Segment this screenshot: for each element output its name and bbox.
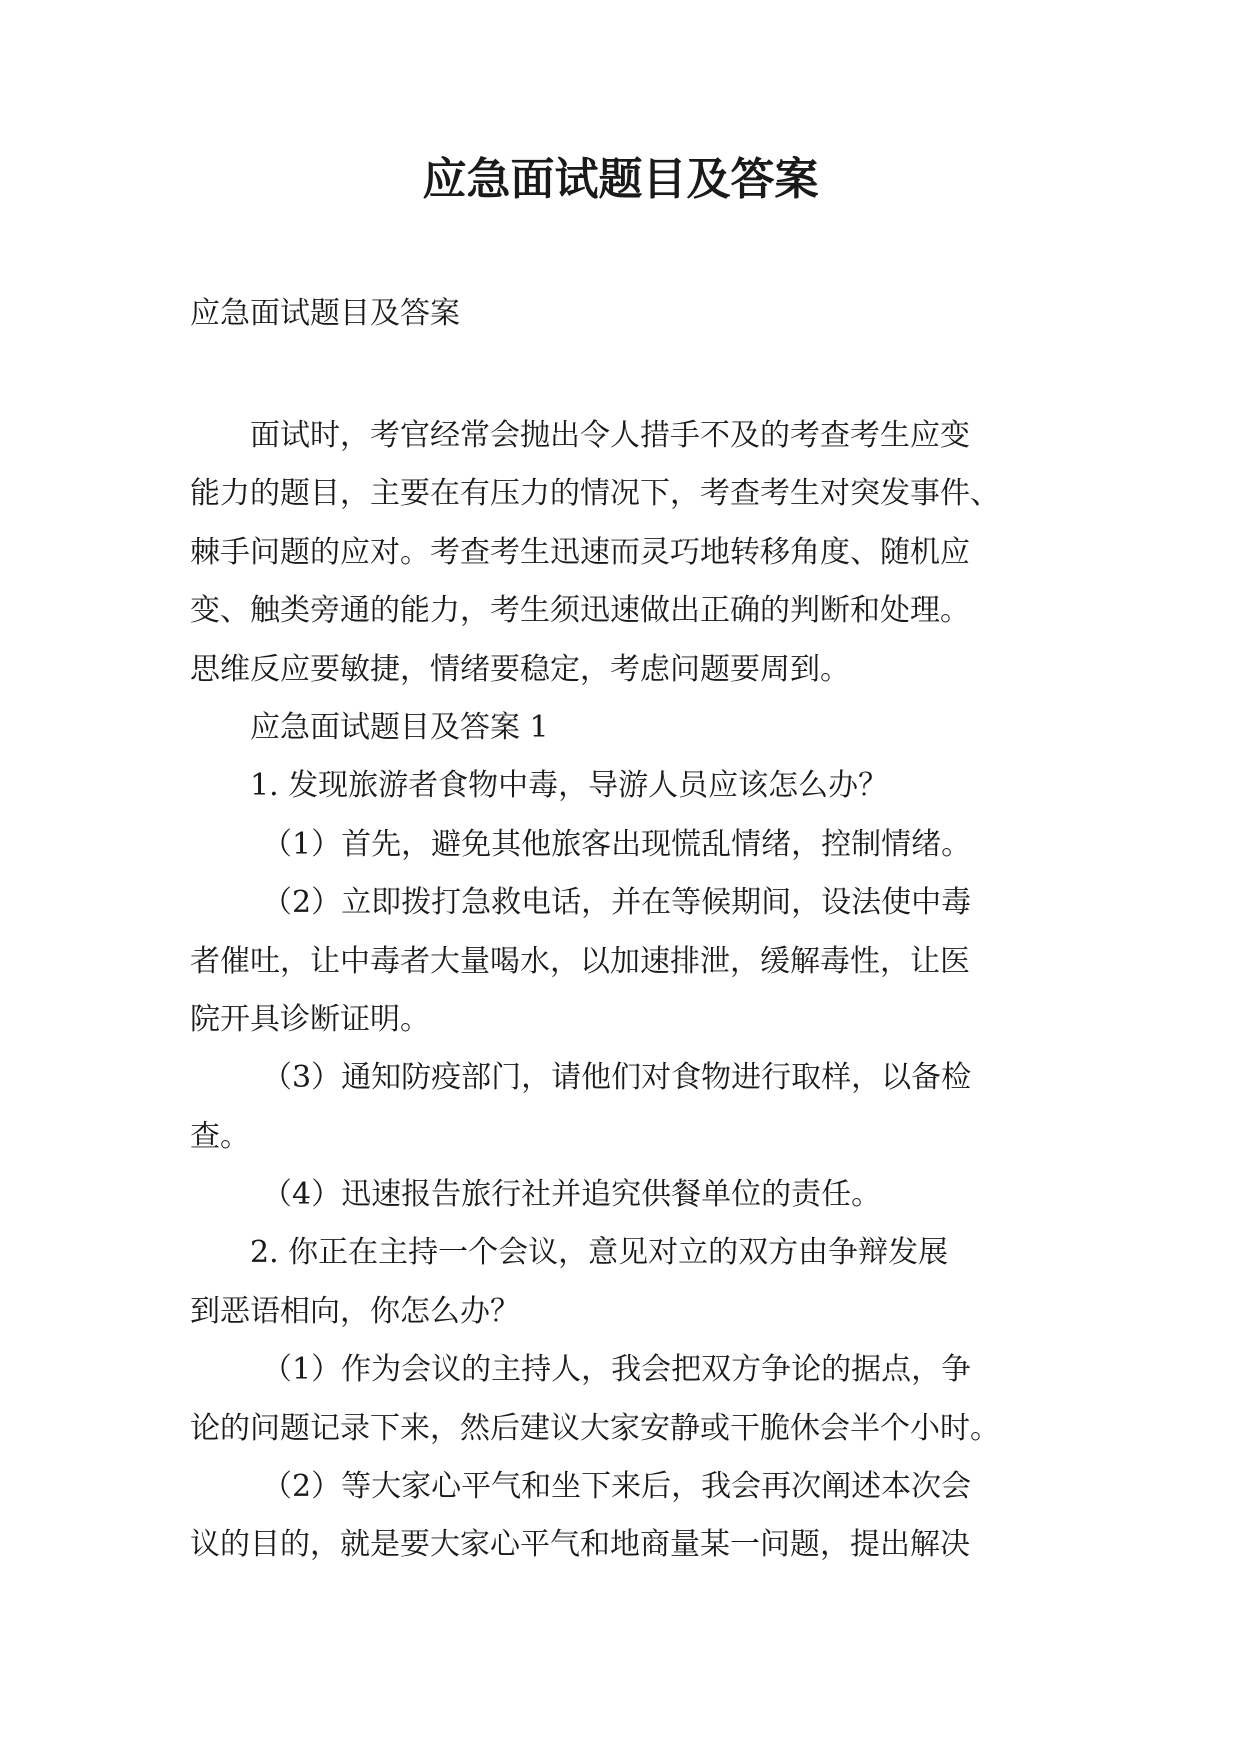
answer-line: 议的目的，就是要大家心平气和地商量某一问题，提出解决 — [190, 1527, 970, 1563]
question-line: 2. 你正在主持一个会议，意见对立的双方由争辩发展 — [250, 1235, 949, 1271]
answer-line: 院开具诊断证明。 — [190, 1001, 430, 1037]
answer-line: （2）立即拨打急救电话，并在等候期间，设法使中毒 — [262, 885, 972, 921]
answer-line: （1）作为会议的主持人，我会把双方争论的据点，争 — [262, 1352, 972, 1388]
answer-line: 查。 — [190, 1118, 250, 1154]
paragraph-line: 面试时，考官经常会抛出令人措手不及的考查考生应变 — [250, 418, 970, 453]
paragraph-line: 棘手问题的应对。考查考生迅速而灵巧地转移角度、随机应 — [190, 534, 970, 570]
section-heading: 应急面试题目及答案 1 — [250, 709, 549, 745]
paragraph-line: 能力的题目，主要在有压力的情况下，考查考生对突发事件、 — [190, 476, 1000, 512]
document-subtitle: 应急面试题目及答案 — [190, 296, 460, 331]
question-line: 1. 发现旅游者食物中毒，导游人员应该怎么办？ — [250, 768, 889, 804]
paragraph-line: 思维反应要敏捷，情绪要稳定，考虑问题要周到。 — [190, 651, 850, 687]
answer-line: （2）等大家心平气和坐下来后，我会再次阐述本次会 — [262, 1469, 972, 1505]
document-title: 应急面试题目及答案 — [422, 154, 819, 205]
question-line: 到恶语相向，你怎么办？ — [190, 1293, 520, 1329]
answer-line: 者催吐，让中毒者大量喝水，以加速排泄，缓解毒性，让医 — [190, 943, 970, 979]
answer-line: （3）通知防疫部门，请他们对食物进行取样，以备检 — [262, 1060, 972, 1096]
answer-line: 论的问题记录下来，然后建议大家安静或干脆休会半个小时。 — [190, 1410, 1000, 1446]
answer-line: （4）迅速报告旅行社并追究供餐单位的责任。 — [262, 1177, 882, 1213]
paragraph-line: 变、触类旁通的能力，考生须迅速做出正确的判断和处理。 — [190, 593, 970, 629]
document-body — [190, 407, 1080, 1575]
answer-line: （1）首先，避免其他旅客出现慌乱情绪，控制情绪。 — [262, 826, 972, 862]
